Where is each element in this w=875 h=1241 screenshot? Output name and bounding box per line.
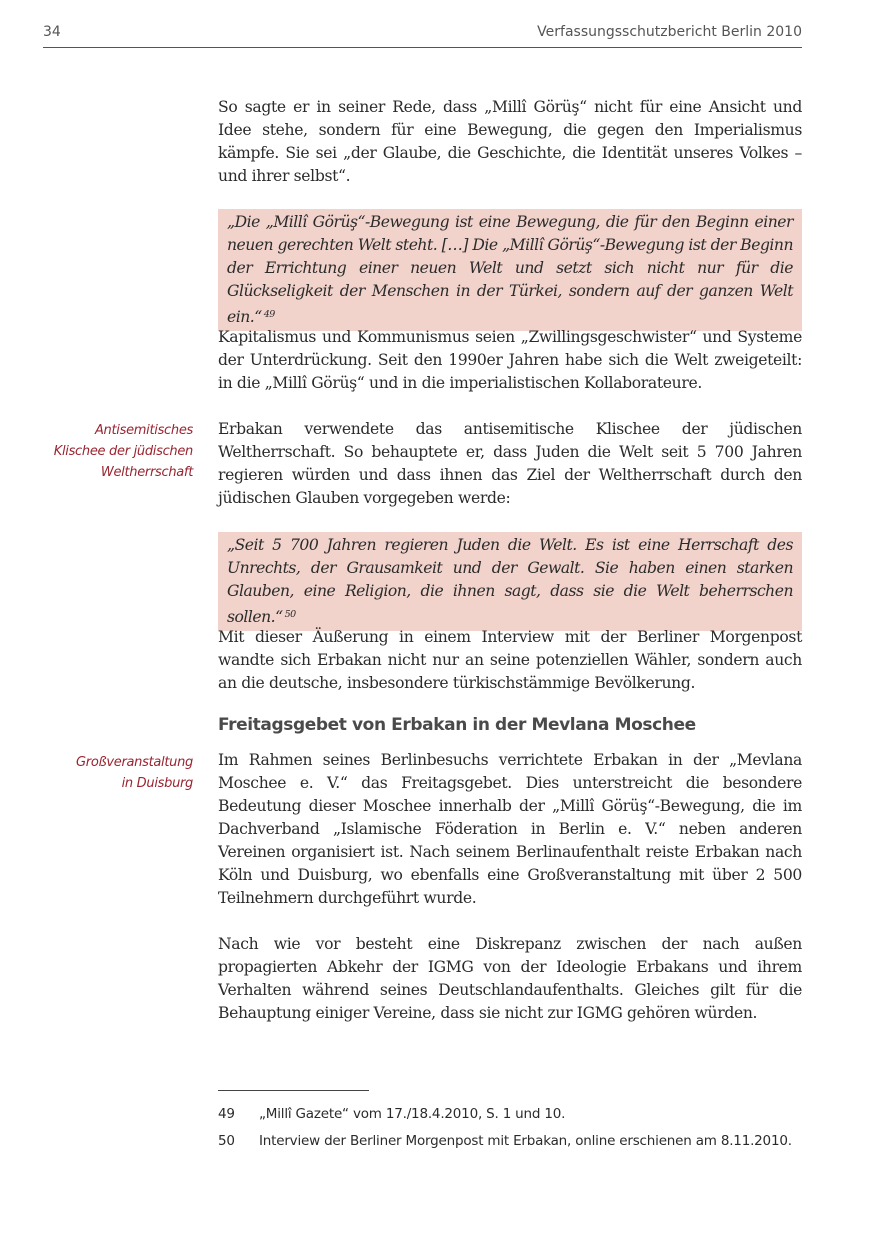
paragraph-2: Kapitalismus und Kommunismus seien „Zwillingsgeschwister“ und Systeme der Unterdrückung. Seit den 1990er Jahren habe sich die Welt zweigeteilt: in die „Millî Görüş“ und in die imperialistischen Kollaborateure. bbox=[218, 328, 802, 392]
quote-2-text: „Seit 5 700 Jahren regieren Juden die Welt. Es ist eine Herrschaft des Unrechts, der Grausamkeit und der Gewalt. Sie haben einen starken Glauben, eine Religion, die ihnen sagt, dass sie die Welt beherrschen sollen.“ bbox=[227, 536, 793, 626]
margin-note-line: in Duisburg bbox=[121, 776, 193, 791]
margin-note-line: Weltherrschaft bbox=[100, 465, 193, 480]
paragraph-6: Nach wie vor besteht eine Diskrepanz zwischen der nach außen propagierten Abkehr der IGMG von der Ideologie Erbakans und ihrem Verhalten während seines Deutschlandaufenthalts. Gleiches gilt für die Behauptung einiger Vereine, dass sie nicht zur IGMG gehören würden. bbox=[218, 935, 802, 1022]
page-number: 34 bbox=[43, 24, 61, 40]
margin-note-line: Antisemitisches bbox=[94, 423, 193, 438]
running-title: Verfassungsschutzbericht Berlin 2010 bbox=[537, 24, 802, 40]
paragraph-5: Im Rahmen seines Berlinbesuchs verrichtete Erbakan in der „Mevlana Moschee e. V.“ das Freitagsgebet. Dies unterstreicht die besondere Bedeutung dieser Moschee innerhalb der „Millî Görüş“-Bewegung, die im Dachverband „Islamische Föderation in Berlin e. V.“ neben anderen Vereinen organisiert ist. Nach seinem Berlinaufenthalt reiste Erbakan nach Köln und Duisburg, wo ebenfalls eine Großveranstaltung mit über 2 500 Teilnehmern durchgeführt wurde. bbox=[218, 751, 802, 907]
paragraph-4: Mit dieser Äußerung in einem Interview mit der Berliner Morgenpost wandte sich Erbakan nicht nur an seine potenziellen Wähler, sondern auch an die deutsche, insbesondere türkischstämmige Bevölkerung. bbox=[218, 628, 802, 692]
page-header bbox=[43, 20, 802, 48]
footnote-divider bbox=[218, 1090, 369, 1091]
margin-note-line: Klischee der jüdischen bbox=[53, 444, 193, 459]
margin-note-line: Großveranstaltung bbox=[76, 755, 193, 770]
paragraph-3: Erbakan verwendete das antisemitische Klischee der jüdischen Weltherrschaft. So behauptete er, dass Juden die Welt seit 5 700 Jahren regieren würden und dass ihnen das Ziel der Weltherrschaft durch den jüdischen Glauben vorgegeben werde: bbox=[218, 420, 802, 507]
section-heading: Freitagsgebet von Erbakan in der Mevlana Moschee bbox=[218, 715, 696, 735]
quote-1-text: „Die „Millî Görüş“-Bewegung ist eine Bewegung, die für den Beginn einer neuen gerechten Welt steht. […] Die „Millî Görüş“-Bewegung ist der Beginn der Errichtung einer neuen Welt und setzt sich nicht nur für die Glückseligkeit der Menschen in der Türkei, sondern auf der ganzen Welt ein.“ bbox=[227, 213, 793, 326]
margin-note-antisemitism bbox=[30, 420, 193, 483]
footnote-text: „Millî Gazete“ vom 17./18.4.2010, S. 1 und 10. bbox=[259, 1106, 566, 1122]
quote-block-1 bbox=[218, 209, 802, 331]
footnote-49 bbox=[218, 1104, 802, 1125]
quote-block-2 bbox=[218, 532, 802, 631]
margin-note-duisburg bbox=[30, 752, 193, 794]
footnote-text: Interview der Berliner Morgenpost mit Erbakan, online erschienen am 8.11.2010. bbox=[259, 1133, 792, 1149]
footnote-ref-49[interactable]: 49 bbox=[263, 309, 275, 320]
footnote-number: 49 bbox=[218, 1106, 235, 1122]
footnote-ref-50[interactable]: 50 bbox=[284, 609, 296, 620]
footnote-50 bbox=[218, 1131, 802, 1152]
footnote-number: 50 bbox=[218, 1133, 235, 1149]
paragraph-1: So sagte er in seiner Rede, dass „Millî Görüş“ nicht für eine Ansicht und Idee stehe, sondern für eine Bewegung, die gegen den Imperialismus kämpfe. Sie sei „der Glaube, die Geschichte, die Identität unseres Volkes – und ihrer selbst“. bbox=[218, 98, 802, 185]
